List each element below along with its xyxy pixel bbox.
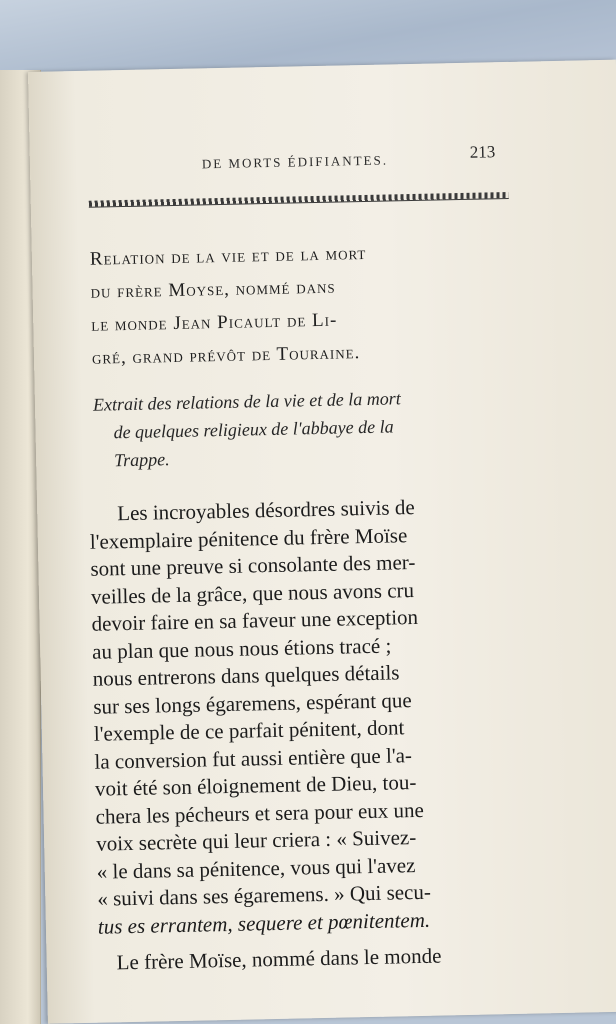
body-line: « suivi dans ses égaremens. » Qui secu- <box>97 879 432 911</box>
body-line: nous entrerons dans quelques détails <box>92 660 400 691</box>
body-line: la conversion fut aussi entière que l'a- <box>94 742 413 774</box>
ornamental-rule <box>89 192 509 208</box>
extract-line: Extrait des relations de la vie et de la mort <box>92 388 401 415</box>
page-number: 213 <box>469 142 496 162</box>
body-line: sur ses longs égaremens, espérant que <box>93 687 412 719</box>
body-line: l'exemplaire pénitence du frère Moïse <box>89 522 408 554</box>
extract-line: de quelques religieux de l'abbaye de la <box>113 416 394 443</box>
title-line: gré, grand prévôt de Touraine. <box>91 342 361 369</box>
extract-line: Trappe. <box>113 449 170 471</box>
body-line: devoir faire en sa faveur une exception <box>91 604 419 636</box>
body-line: au plan que nous nous étions tracé ; <box>91 633 392 664</box>
body-line: voit été son éloignement de Dieu, tou- <box>94 770 417 801</box>
title-line: Relation de la vie et de la mort <box>89 242 367 270</box>
next-paragraph-line: Le frère Moïse, nommé dans le monde <box>116 943 442 975</box>
body-line: Les incroyables désordres suivis de <box>117 495 415 526</box>
extract-note <box>93 382 525 475</box>
body-line: veilles de la grâce, que nous avons cru <box>90 577 415 609</box>
body-line: chera les pécheurs et sera pour eux une <box>95 797 425 829</box>
chapter-title <box>90 234 523 375</box>
body-line: « le dans sa pénitence, vous qui l'avez <box>96 852 416 884</box>
title-line: le monde Jean Picault de Li- <box>91 309 338 336</box>
body-line: voix secrète qui leur criera : « Suivez- <box>95 825 417 856</box>
body-line: tus es errantem, sequere et pœnitentem. <box>97 907 431 939</box>
body-line: l'exemple de ce parfait pénitent, dont <box>93 715 405 746</box>
title-line: du frère Moyse, nommé dans <box>90 276 336 303</box>
body-line: sont une preuve si consolante des mer- <box>90 549 416 581</box>
body-paragraph <box>89 491 548 940</box>
running-head: DE MORTS ÉDIFIANTES. <box>201 152 389 172</box>
book-page <box>28 60 616 1024</box>
